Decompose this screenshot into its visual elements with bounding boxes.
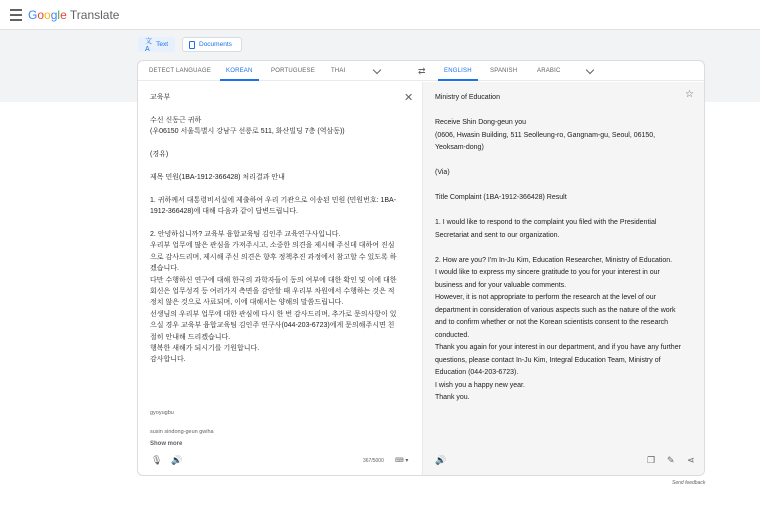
source-lang-korean[interactable]: KOREAN [226,61,253,81]
speaker-icon[interactable]: 🔊 [171,455,183,465]
language-bar [138,61,705,81]
translate-icon: 文A [145,38,152,53]
logo-letter: o [44,8,51,22]
app-logo[interactable] [28,8,119,22]
document-icon [189,41,195,49]
logo-letter: l [57,8,61,22]
documents-mode-label: Documents [199,41,232,48]
copy-icon[interactable]: ❐ [647,455,656,465]
logo-letter: o [37,8,45,22]
microphone-icon[interactable]: 🎙 [151,455,163,465]
product-name: Translate [69,8,120,22]
send-feedback-link[interactable]: Send feedback [672,480,706,486]
character-counter: 367/5000 [363,458,384,464]
source-lang-detect[interactable]: DETECT LANGUAGE [149,68,211,74]
share-icon[interactable]: ⋖ [687,455,695,465]
target-lang-spanish[interactable]: SPANISH [490,68,518,74]
chevron-down-icon[interactable] [373,66,381,74]
text-mode-button[interactable] [138,37,175,52]
source-lang-portuguese[interactable]: PORTUGUESE [271,68,315,74]
translation-panel [137,60,705,476]
star-icon[interactable]: ☆ [685,89,694,100]
logo-letter: e [60,8,67,22]
target-lang-english[interactable]: ENGLISH [444,61,472,81]
logo-letter: g [50,8,58,22]
target-lang-arabic[interactable]: ARABIC [537,68,561,74]
swap-languages-icon[interactable]: ⇄ [418,66,426,76]
logo-letter: G [28,8,38,22]
source-pane [138,82,422,476]
show-more-link[interactable]: Show more [150,441,183,447]
speaker-icon[interactable]: 🔊 [435,455,447,465]
chevron-down-icon[interactable] [586,66,594,74]
translation-output: Ministry of Education Receive Shin Dong-geun you (0606, Hwasin Building, 511 Seolleung-ro, Gangnam-gu, Seoul, 06150, Yeoksam-dong) (Via) Title Complaint (1BA-1912-366428) Result 1. I would like to respond to the complaint you filed with the Presidential Secretariat and sent to our organization. 2. How are you? I'm In-Ju Kim, Education Researcher, Ministry of Education. I would like to express my sincere gratitude to you for your interest in our business and for your valuable comments. However, it is not appropriate to perform the research at the level of our department in consideration of various aspects such as the nature of the work and to confirm whether or not the Korean scientists consent to the research conducted. Thank you again for your interest in our department, and if you have any further questions, please contact In-Ju Kim, Integral Education Team, Ministry of Education (044-203-6723). I wish you a happy new year. Thank you. [435,94,681,401]
close-icon[interactable]: ✕ [404,92,414,104]
source-lang-thai[interactable]: THAI [331,68,346,74]
romanization-line: gyoyugbu [150,410,174,416]
top-bar [0,0,760,30]
target-pane [422,82,705,476]
source-textarea[interactable]: 교육부 수신 신동근 귀하 (우06150 서울특별시 강남구 선릉로 511, 화산빌딩 7층 (역삼동)) (경유) 제목 민원(1BA-1912-366428) 처리결과 안내 1. 귀하께서 대통령비서실에 제출하여 우리 기관으로 이송된 민원 (민원번호: 1BA-1912-366428)에 대해 다음과 같이 답변드립니다. 2. 안녕하십니까? 교육부 융합교육팀 김인주 교육연구사입니다. 우리부 업무에 많은 관심을 가져주시고, 소중한 의견을 제시해 주신데 대하여 진심으로 감사드리며, 제시해 주신 의견은 향후 정책추진 과정에서 참고할 수 있도록 하겠습니다. 다만 수행하신 연구에 대해 한국의 과학자들이 동의 여부에 대한 확인 및 이에 대한 회신은 업무성격 등 여러가지 측면을 감안할 때 우리부 차원에서 수행하는 것은 적정치 않은 것으로 사료되며, 이에 대해서는 양해의 말씀드립니다. 선생님의 우리부 업무에 대한 관심에 다시 한 번 감사드리며, 추가로 문의사항이 있으실 경우 교육부 융합교육팀 김인주 연구사(044-203-6723)에게 문의해주시면 친절히 안내해 드리겠습니다. 행복한 새해가 되시기를 기원합니다. 감사합니다. [150,94,397,364]
keyboard-icon[interactable]: ⌨ ▾ [395,458,409,464]
edit-icon[interactable]: ✎ [667,455,675,465]
hamburger-icon[interactable] [10,9,22,21]
romanization-line: susin sindong-geun gwiha [150,429,214,435]
documents-mode-button[interactable] [182,37,242,52]
text-mode-label: Text [156,41,168,48]
